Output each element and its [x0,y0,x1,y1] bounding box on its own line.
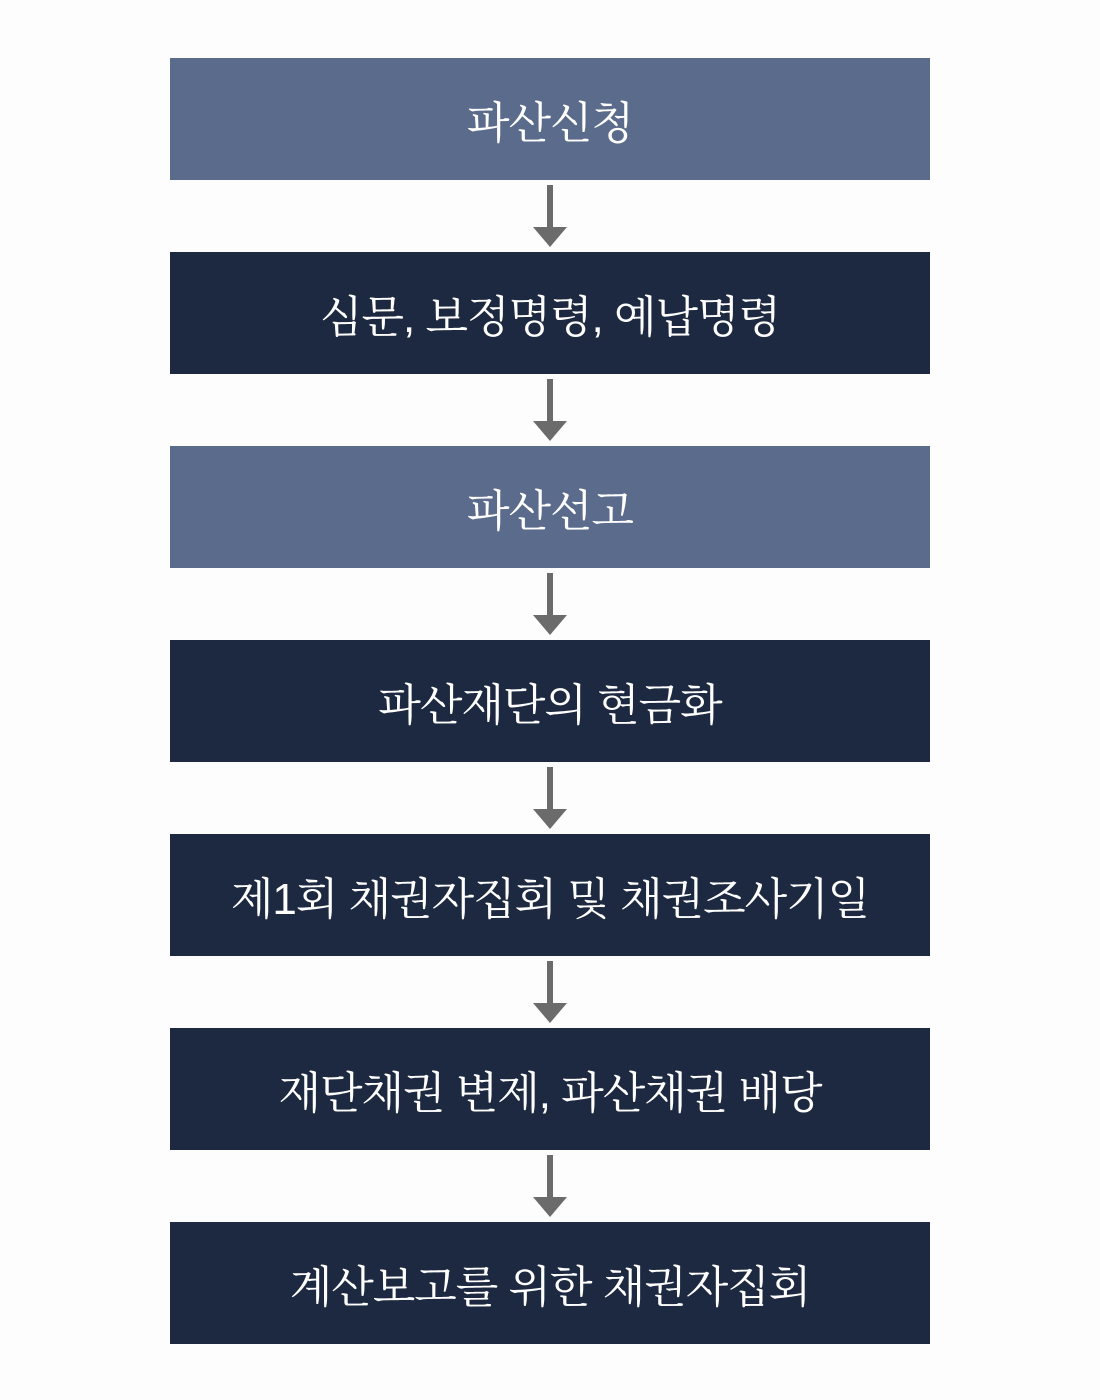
down-arrow-icon [533,1150,567,1222]
arrow-head [533,227,567,247]
flow-step-3-label: 파산선고 [466,487,633,536]
arrow-head [533,809,567,829]
flow-step-6 [170,1028,930,1150]
arrow-head [533,1197,567,1217]
flow-step-7-label: 계산보고를 위한 채권자집회 [289,1263,811,1312]
arrow-head [533,1003,567,1023]
arrow-head [533,615,567,635]
flow-step-4 [170,640,930,762]
flow-step-7 [170,1222,930,1344]
down-arrow-icon [533,180,567,252]
down-arrow-icon [533,374,567,446]
flow-step-3 [170,446,930,568]
flow-step-1-label: 파산신청 [466,99,633,148]
flow-step-5-label: 제1회 채권자집회 및 채권조사기일 [230,875,870,924]
flow-step-6-label: 재단채권 변제, 파산채권 배당 [278,1069,822,1118]
flow-step-2 [170,252,930,374]
arrow-head [533,421,567,441]
arrow-stem [547,1155,553,1197]
down-arrow-icon [533,568,567,640]
arrow-stem [547,379,553,421]
arrow-stem [547,767,553,809]
down-arrow-icon [533,956,567,1028]
down-arrow-icon [533,762,567,834]
flow-step-5 [170,834,930,956]
flow-step-1 [170,58,930,180]
arrow-stem [547,573,553,615]
arrow-stem [547,961,553,1003]
flow-step-2-label: 심문, 보정명령, 예납명령 [320,293,780,342]
arrow-stem [547,185,553,227]
flow-step-4-label: 파산재단의 현금화 [378,681,722,730]
